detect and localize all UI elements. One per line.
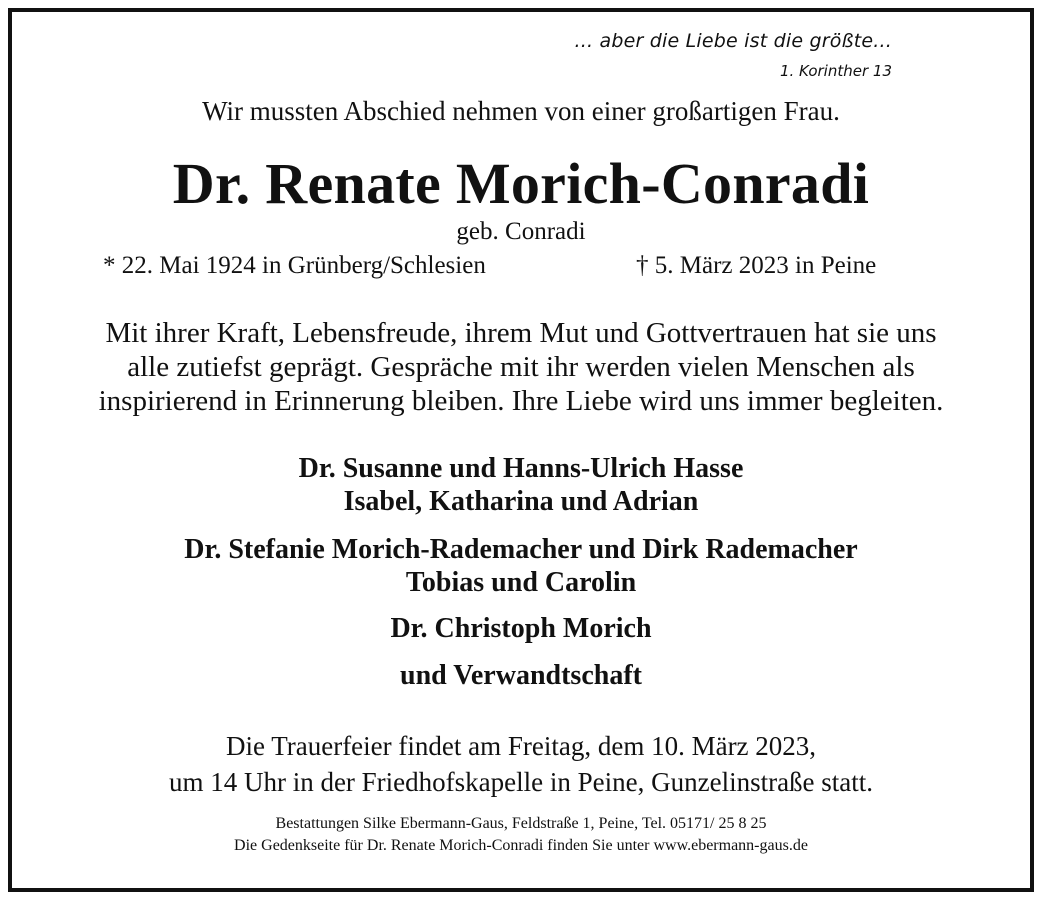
birth-date-place: * 22. Mai 1924 in Grünberg/Schlesien <box>103 252 486 279</box>
memorial-message <box>12 316 1030 418</box>
message-line: inspirierend in Erinnerung bleiben. Ihre Liebe wird uns immer begleiten. <box>98 385 944 417</box>
mourner-family-2-children: Tobias und Carolin <box>405 567 637 598</box>
mourner-family-1-children: Isabel, Katharina und Adrian <box>343 486 699 517</box>
mourner-family-2: Dr. Stefanie Morich-Rademacher und Dirk Rademacher <box>184 534 858 565</box>
message-line: alle zutiefst geprägt. Gespräche mit ihr werden vielen Menschen als <box>127 351 915 383</box>
memorial-page-info: Die Gedenkseite für Dr. Renate Morich-Conradi finden Sie unter www.ebermann-gaus.de <box>234 837 808 854</box>
intro-text: Wir mussten Abschied nehmen von einer großartigen Frau. <box>202 96 840 126</box>
mourner-family-1: Dr. Susanne und Hanns-Ulrich Hasse <box>298 453 744 484</box>
deceased-name: Dr. Renate Morich-Conradi <box>172 151 870 216</box>
mourner-family-3: Dr. Christoph Morich <box>390 613 652 644</box>
death-date-place: † 5. März 2023 in Peine <box>636 252 877 279</box>
undertaker-info: Bestattungen Silke Ebermann-Gaus, Feldstraße 1, Peine, Tel. 05171/ 25 8 25 <box>275 815 767 832</box>
message-line: Mit ihrer Kraft, Lebensfreude, ihrem Mut und Gottvertrauen hat sie uns <box>105 317 937 349</box>
birth-name: geb. Conradi <box>456 218 586 245</box>
service-info-line-1: Die Trauerfeier findet am Freitag, dem 10. März 2023, <box>225 731 817 761</box>
service-info-line-2: um 14 Uhr in der Friedhofskapelle in Peine, Gunzelinstraße statt. <box>168 767 874 797</box>
motto-source: 1. Korinther 13 <box>779 62 892 80</box>
motto-quote: ... aber die Liebe ist die größte... <box>574 30 892 52</box>
mourner-relatives: und Verwandtschaft <box>400 660 642 691</box>
